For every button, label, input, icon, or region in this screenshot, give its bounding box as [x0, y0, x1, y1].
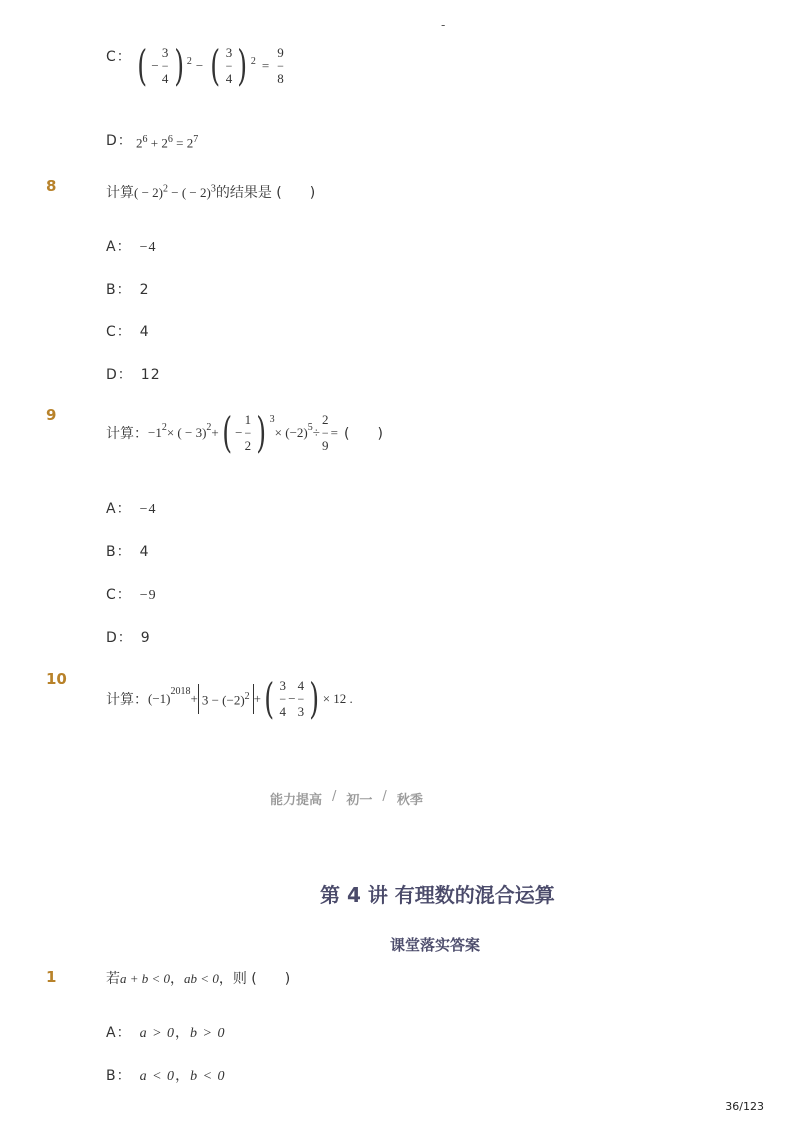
option-d[interactable]: D： 9: [106, 630, 151, 646]
page-footer: 能力提高 / 初一 / 秋季: [270, 789, 423, 808]
question-number: 9: [46, 406, 57, 424]
option-d-label: D：: [106, 133, 133, 149]
question-stem: 计算： −1 $^2$ × ( − 3) $^2$ + ( − 1 − 2 ) $^3$ × (−2) $^5$ ÷ 2 − 9 = ( ): [106, 408, 383, 457]
question-number: 1: [46, 968, 57, 986]
paren-right: ): [173, 41, 184, 90]
absolute-value: $3 - (-2)^2$: [198, 684, 254, 713]
fraction: 9 − 8: [277, 45, 284, 86]
fraction: 4 − 3: [297, 678, 305, 719]
paren-right: ): [237, 41, 248, 90]
option-b[interactable]: B： 4: [106, 544, 150, 560]
section-subtitle: 课堂落实答案: [390, 936, 481, 954]
page-number: 36/123: [725, 1100, 764, 1113]
paren-left: (: [264, 674, 275, 723]
paren-left: (: [137, 41, 148, 90]
fraction: 2 − 9: [321, 412, 329, 453]
fraction: 3 − 4: [225, 45, 233, 86]
fraction: 3 − 4: [161, 45, 169, 86]
question-stem: 计算( − 2)$^2$ − ( − 2)$^3$的结果是 ( ): [106, 183, 316, 201]
option-b[interactable]: B： a < 0，b < 0: [106, 1068, 226, 1084]
question-stem: 计算： (−1) $^{2018}$ + $3 - (-2)^2$ + ( 3 − 4 − 4 − 3 ) × 12 .: [106, 674, 353, 723]
option-c-expression: ( − 3 − 4 ) $^2$ − ( 3 − 4 ) $^2$ = 9 − 8: [137, 41, 284, 90]
option-d-expression: $2^6 + 2^6 = 2^7$: [136, 134, 199, 151]
fraction: 3 − 4: [279, 678, 287, 719]
option-c-label: C：: [106, 49, 132, 65]
option-a[interactable]: A： −4: [106, 239, 157, 255]
question-number: 10: [46, 670, 67, 688]
paren-right: ): [256, 408, 267, 457]
option-c[interactable]: C： 4: [106, 324, 150, 340]
fraction: 1 − 2: [244, 412, 252, 453]
option-a[interactable]: A： −4: [106, 501, 157, 517]
top-mark: -: [441, 18, 446, 32]
paren-left: (: [222, 408, 232, 457]
option-d[interactable]: D： 12: [106, 367, 161, 383]
option-b[interactable]: B： 2: [106, 282, 150, 298]
question-number: 8: [46, 177, 57, 195]
option-a[interactable]: A： a > 0，b > 0: [106, 1025, 226, 1041]
lesson-title: 第 4 讲 有理数的混合运算: [320, 883, 555, 907]
paren-left: (: [210, 41, 221, 90]
option-c[interactable]: C： −9: [106, 587, 157, 603]
paren-right: ): [309, 674, 320, 723]
question-stem: 若a + b < 0，ab < 0，则 ( ): [106, 971, 291, 987]
